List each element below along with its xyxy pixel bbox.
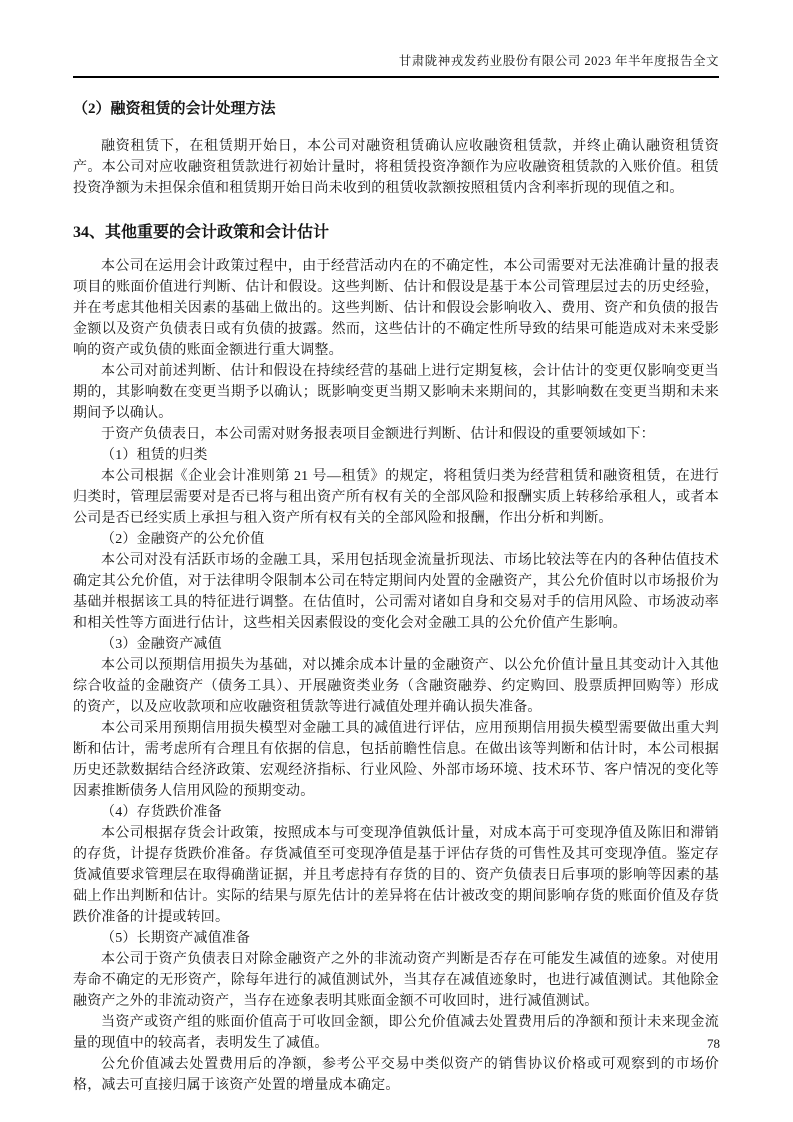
paragraph: 本公司根据《企业会计准则第 21 号—租赁》的规定，将租赁归类为经营租赁和融资租赁，在进行归类时，管理层需要对是否已将与租出资产所有权有关的全部风险和报酬实质上转移给承租人，或者本公司是否已经实质上承担与租入资产所有权有关的全部风险和报酬，作出分析和判断。	[73, 469, 719, 526]
paragraph: 本公司于资产负债表日对除金融资产之外的非流动资产判断是否存在可能发生减值的迹象。对使用寿命不确定的无形资产，除每年进行的减值测试外，当其存在减值迹象时，也进行减值测试。其他除金融资产之外的非流动资产，当存在迹象表明其账面金额不可收回时，进行减值测试。	[73, 952, 719, 1009]
paragraph: 当资产或资产组的账面价值高于可收回金额，即公允价值减去处置费用后的净额和预计未来现金流量的现值中的较高者，表明发生了减值。	[73, 1015, 719, 1051]
page-number: 78	[707, 1036, 720, 1051]
paragraph: 公允价值减去处置费用后的净额，参考公平交易中类似资产的销售协议价格或可观察到的市场价格，减去可直接归属于该资产处置的增量成本确定。	[73, 1057, 719, 1093]
paragraph: 本公司根据存货会计政策，按照成本与可变现净值孰低计量，对成本高于可变现净值及陈旧和滞销的存货，计提存货跌价准备。存货减值至可变现净值是基于评估存货的可售性及其可变现净值。鉴定存货减值要求管理层在取得确凿证据，并且考虑持有存货的目的、资产负债表日后事项的影响等因素的基础上作出判断和估计。实际的结果与原先估计的差异将在估计被改变的期间影响存货的账面价值及存货跌价准备的计提或转回。	[73, 826, 719, 925]
page-header-title: 甘肃陇神戎发药业股份有限公司 2023 年半年度报告全文	[73, 53, 719, 78]
paragraph: 本公司以预期信用损失为基础，对以摊余成本计量的金融资产、以公允价值计量且其变动计入其他综合收益的金融资产（债务工具）、开展融资类业务（含融资融券、约定购回、股票质押回购等）形成的资产，以及应收款项和应收融资租赁款等进行减值处理并确认损失准备。	[73, 658, 719, 715]
item-heading-lease-classification: （1）租赁的归类	[101, 448, 208, 463]
item-heading-longterm-asset-impairment: （5）长期资产减值准备	[101, 931, 251, 946]
item-heading-inventory-provision: （4）存货跌价准备	[101, 805, 222, 820]
item-heading-financial-asset-impairment: （3）金融资产减值	[101, 637, 222, 652]
paragraph: 于资产负债表日，本公司需对财务报表项目金额进行判断、估计和假设的重要领域如下：	[101, 427, 655, 442]
section-heading-other-policies: 34、其他重要的会计政策和会计估计	[73, 224, 330, 241]
paragraph: 融资租赁下，在租赁期开始日，本公司对融资租赁确认应收融资租赁款，并终止确认融资租赁资产。本公司对应收融资租赁款进行初始计量时，将租赁投资净额作为应收融资租赁款的入账价值。租赁投资净额为未担保余值和租赁期开始日尚未收到的租赁收款额按照租赁内含利率折现的现值之和。	[73, 139, 719, 196]
paragraph: 本公司对没有活跃市场的金融工具，采用包括现金流量折现法、市场比较法等在内的各种估值技术确定其公允价值，对于法律明令限制本公司在特定期间内处置的金融资产，其公允价值时以市场报价为基础并根据该工具的特征进行调整。在估值时，公司需对诸如自身和交易对手的信用风险、市场波动率和相关性等方面进行估计，这些相关因素假设的变化会对金融工具的公允价值产生影响。	[73, 553, 719, 631]
paragraph: 本公司对前述判断、估计和假设在持续经营的基础上进行定期复核，会计估计的变更仅影响变更当期的，其影响数在变更当期予以确认；既影响变更当期又影响未来期间的，其影响数在变更当期和未来期间予以确认。	[73, 364, 719, 421]
paragraph: 本公司采用预期信用损失模型对金融工具的减值进行评估，应用预期信用损失模型需要做出重大判断和估计，需考虑所有合理且有依据的信息，包括前瞻性信息。在做出该等判断和估计时，本公司根据历史还款数据结合经济政策、宏观经济指标、行业风险、外部市场环境、技术环节、客户情况的变化等因素推断债务人信用风险的预期变动。	[73, 721, 719, 799]
paragraph: 本公司在运用会计政策过程中，由于经营活动内在的不确定性，本公司需要对无法准确计量的报表项目的账面价值进行判断、估计和假设。这些判断、估计和假设是基于本公司管理层过去的历史经验，并在考虑其他相关因素的基础上做出的。这些判断、估计和假设会影响收入、费用、资产和负债的报告金额以及资产负债表日或有负债的披露。然而，这些估计的不确定性所导致的结果可能造成对未来受影响的资产或负债的账面金额进行重大调整。	[73, 259, 719, 358]
item-heading-fair-value: （2）金融资产的公允价值	[101, 532, 265, 547]
subsection-heading-financing-lease: （2）融资租赁的会计处理方法	[73, 101, 276, 117]
